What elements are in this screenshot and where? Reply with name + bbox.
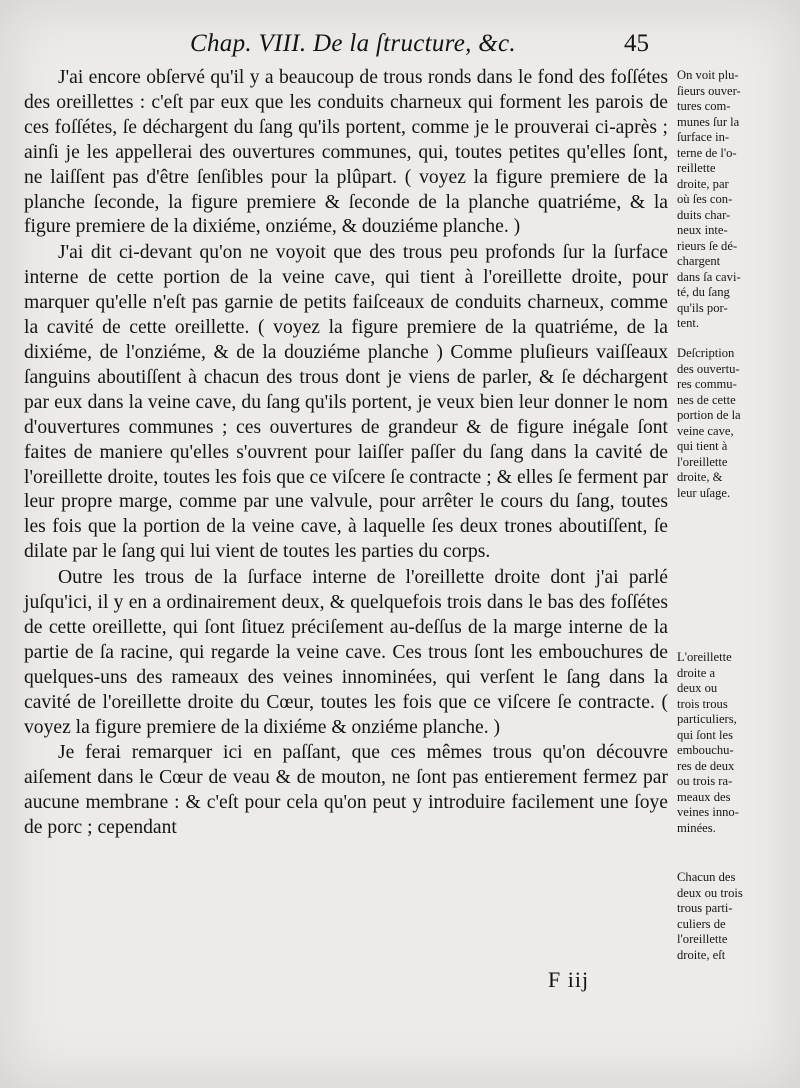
margin-note-line: droite, & (677, 470, 723, 484)
margin-note-line: portion de la (677, 408, 741, 422)
margin-note-1 (677, 68, 795, 332)
margin-note-line: embouchu- (677, 743, 734, 757)
margin-note-2 (677, 346, 795, 501)
margin-note-line: droite, eſt (677, 947, 726, 962)
signature-mark: F iij (548, 967, 590, 992)
main-text (24, 66, 668, 841)
margin-note-line: droite a (677, 665, 716, 680)
margin-note-line: nes de cette (677, 392, 736, 407)
margin-note-line: terne de l'o- (677, 145, 737, 160)
margin-note-line: On voit plu- (677, 68, 739, 82)
margin-note-line: où ſes con- (677, 192, 733, 206)
margin-note-line: tures com- (677, 99, 731, 113)
margin-note-line: tent. (677, 316, 700, 330)
margin-note-line: res de deux (677, 758, 735, 773)
margin-note-line: Deſcription (677, 346, 735, 360)
margin-note-line: droite, par (677, 176, 729, 191)
margin-note-line: trous parti- (677, 901, 733, 915)
margin-note-line: reillette (677, 161, 716, 175)
margin-note-line: qui ſont les (677, 727, 733, 742)
margin-note-line: minées. (677, 820, 716, 835)
margin-note-line: l'oreillette (677, 454, 728, 469)
margin-note-line: particuliers, (677, 712, 737, 726)
margin-note-line: rieurs ſe dé- (677, 238, 738, 253)
margin-note-line: dans ſa cavi- (677, 269, 741, 284)
margin-note-line: qui tient à (677, 439, 728, 453)
margin-note-line: deux ou (677, 681, 718, 695)
page-number: 45 (624, 30, 649, 57)
margin-note-line: res commu- (677, 377, 737, 391)
paragraph-1: J'ai encore obſervé qu'il y a beaucoup de trous ronds dans le fond des foſſétes des oreillettes : c'eſt par eux que les conduits charneux qui forment les parois de ces foſſétes, ſe déchargent du ſang qu'ils portent, comme je le prouverai ci-après ; ainſi je les appellerai des ouvertures communes, qui, toutes petites qu'elles ſont, ne laiſſent pas d'être ſenſibles pour la plûpart. ( voyez la figure premiere de la planche ſeconde, la figure premiere & ſeconde de la planche quatriéme, & la figure premiere de la dixiéme, onziéme, & douziéme planche. ) (24, 67, 668, 238)
margin-note-line: duits char- (677, 207, 731, 222)
margin-note-line: veine cave, (677, 423, 734, 438)
margin-note-line: des ouvertu- (677, 361, 740, 376)
margin-note-line: trois trous (677, 696, 728, 711)
margin-note-line: meaux des (677, 789, 731, 804)
margin-note-line: l'oreillette (677, 932, 728, 946)
margin-note-line: leur uſage. (677, 485, 731, 500)
margin-note-line: té, du ſang (677, 285, 730, 299)
margin-note-line: Chacun des (677, 870, 736, 884)
margin-note-line: veines inno- (677, 805, 739, 819)
margin-note-line: ſieurs ouver- (677, 83, 741, 98)
margin-note-line: culiers de (677, 916, 726, 931)
paragraph-4: Je ferai remarquer ici en paſſant, que ces mêmes trous qu'on découvre aiſement dans le Cœur de veau & de mouton, ne ſont pas entierement fermez par aucune membrane : & c'eſt pour cela qu'on peut y introduire facilement une ſoye de porc ; cependant (24, 742, 668, 839)
margin-note-line: munes ſur la (677, 114, 740, 129)
margin-note-line: L'oreillette (677, 650, 732, 664)
margin-note-line: chargent (677, 254, 721, 268)
margin-note-3 (677, 650, 795, 836)
margin-note-4 (677, 870, 795, 963)
margin-note-line: deux ou trois (677, 885, 743, 900)
running-head: Chap. VIII. De la ſtructure, &c. (190, 30, 516, 57)
paragraph-3: Outre les trous de la ſurface interne de l'oreillette droite dont j'ai parlé juſqu'ici, il y en a ordinairement deux, & quelquefois trois dans le bas des foſſétes de cette oreillette, qui ſont ſituez préciſement au-deſſus de la marge interne de la partie de ſa racine, qui regarde la veine cave. Ces trous ſont les embouchures de quelques-uns des rameaux des veines innominées, qui verſent le ſang dans la cavité de l'oreillette droite du Cœur, toutes les fois que ce viſcere ſe contracte. ( voyez la figure premiere de la dixiéme & onziéme planche. ) (24, 567, 668, 738)
margin-note-line: qu'ils por- (677, 300, 728, 315)
margin-note-line: neux inte- (677, 223, 728, 237)
paragraph-2: J'ai dit ci-devant qu'on ne voyoit que des trous peu profonds ſur la ſurface interne de cette portion de la veine cave, qui tient à l'oreillette droite, pour marquer qu'elle n'eſt pas garnie de petits faiſceaux de conduits charneux, comme la cavité de cette oreillette. ( voyez la figure premiere de la quatriéme, de la dixiéme, de l'onziéme, & de la douziéme planche ) Comme pluſieurs vaiſſeaux ſanguins aboutiſſent à chacun des trous dont je viens de parler, & ſe déchargent par eux dans la veine cave, du ſang qu'ils portent, je veux bien leur donner le nom d'ouvertures communes ; ces ouvertures de grandeur & de figure inégale ſont faites de maniere qu'elles s'ouvrent pour laiſſer paſſer du ſang dans la cavité de l'oreillette droite, toutes les fois que ce viſcere ſe contracte ; & elles ſe ferment par leur propre marge, comme par une valvule, pour arrêter le cours du ſang, toutes les fois que la portion de la veine cave, à laquelle ſes deux trones aboutiſſent, ſe dilate par le ſang qui lui vient de toutes les parties du corps. (24, 242, 668, 563)
margin-note-line: ſurface in- (677, 130, 730, 144)
margin-note-line: ou trois ra- (677, 774, 733, 788)
